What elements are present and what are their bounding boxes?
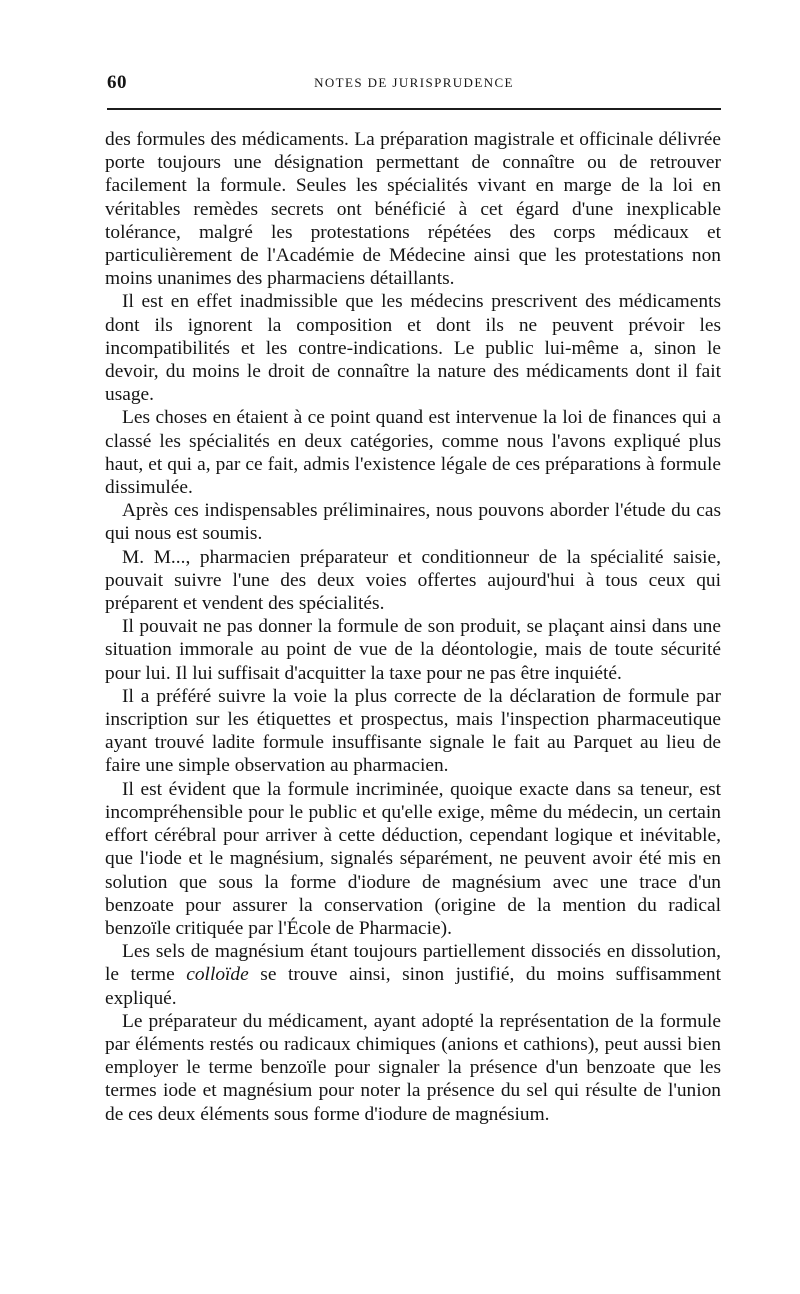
paragraph: M. M..., pharmacien préparateur et conditionneur de la spécialité saisie, pouvait suivre l'une des deux voies offertes aujourd'hui à tous ceux qui préparent et vendent des spécialités.	[105, 546, 721, 615]
paragraph: des formules des médicaments. La préparation magistrale et officinale délivrée porte toujours une désignation permettant de connaître ou de retrouver facilement la formule. Seules les spécialités vivant en marge de la loi en véritables remèdes secrets ont bénéficié à cet égard d'une inexplicable tolérance, malgré les protestations répétées des corps médicaux et particulièrement de l'Académie de Médecine ainsi que les protestations non moins unanimes des pharmaciens détaillants.	[105, 129, 721, 290]
paragraph: Il est en effet inadmissible que les médecins prescrivent des médicaments dont ils ignorent la composition et dont ils ne peuvent prévoir les incompatibilités et les contre-indications. Le public lui-même a, sinon le devoir, du moins le droit de connaître la nature des médicaments dont il fait usage.	[105, 291, 721, 406]
page-number: 60	[107, 72, 127, 93]
paragraph-text: Les sels de magnésium étant toujours partiellement dissociés en dissolution, le terme	[105, 941, 721, 986]
body-text	[105, 128, 721, 1126]
page-header	[107, 72, 721, 98]
paragraph: Il pouvait ne pas donner la formule de son produit, se plaçant ainsi dans une situation immorale au point de vue de la déontologie, mais de toute sécurité pour lui. Il lui suffisait d'acquitter la taxe pour ne pas être inquiété.	[105, 616, 721, 684]
paragraph: Il a préféré suivre la voie la plus correcte de la déclaration de formule par inscription sur les étiquettes et prospectus, mais l'inspection pharmaceutique ayant trouvé ladite formule insuffisante signale le fait au Parquet au lieu de faire une simple observation au pharmacien.	[105, 685, 721, 777]
paragraph: Le préparateur du médicament, ayant adopté la représentation de la formule par éléments restés ou radicaux chimiques (anions et cathions), peut aussi bien employer le terme benzoïle pour signaler la présence d'un benzoate que les termes iode et magnésium pour noter la présence du sel qui résulte de l'union de ces deux éléments sous forme d'iodure de magnésium.	[105, 1010, 721, 1125]
paragraph: Après ces indispensables préliminaires, nous pouvons aborder l'étude du cas qui nous est soumis.	[105, 500, 721, 545]
paragraph	[105, 940, 721, 1010]
paragraph-text: se trouve ainsi, sinon justifié, du moins suffisamment expliqué.	[105, 964, 722, 1009]
running-title: NOTES DE JURISPRUDENCE	[314, 75, 514, 90]
paragraph: Les choses en étaient à ce point quand est intervenue la loi de finances qui a classé les spécialités en deux catégories, comme nous l'avons expliqué plus haut, et qui a, par ce fait, admis l'existence légale de ces préparations à formule dissimulée.	[105, 407, 721, 499]
italic-term: colloïde	[186, 964, 249, 986]
paragraph: Il est évident que la formule incriminée, quoique exacte dans sa teneur, est incompréhensible pour le public et qu'elle exige, même du médecin, un certain effort cérébral pour arriver à cette déduction, cependant logique et inévitable, que l'iode et le magnésium, signalés séparément, ne peuvent avoir été mis en solution que sous la forme d'iodure de magnésium avec une trace d'un benzoate pour assurer la conservation (origine de la mention du radical benzoïle critiquée par l'École de Pharmacie).	[105, 778, 721, 939]
header-rule	[107, 108, 721, 110]
